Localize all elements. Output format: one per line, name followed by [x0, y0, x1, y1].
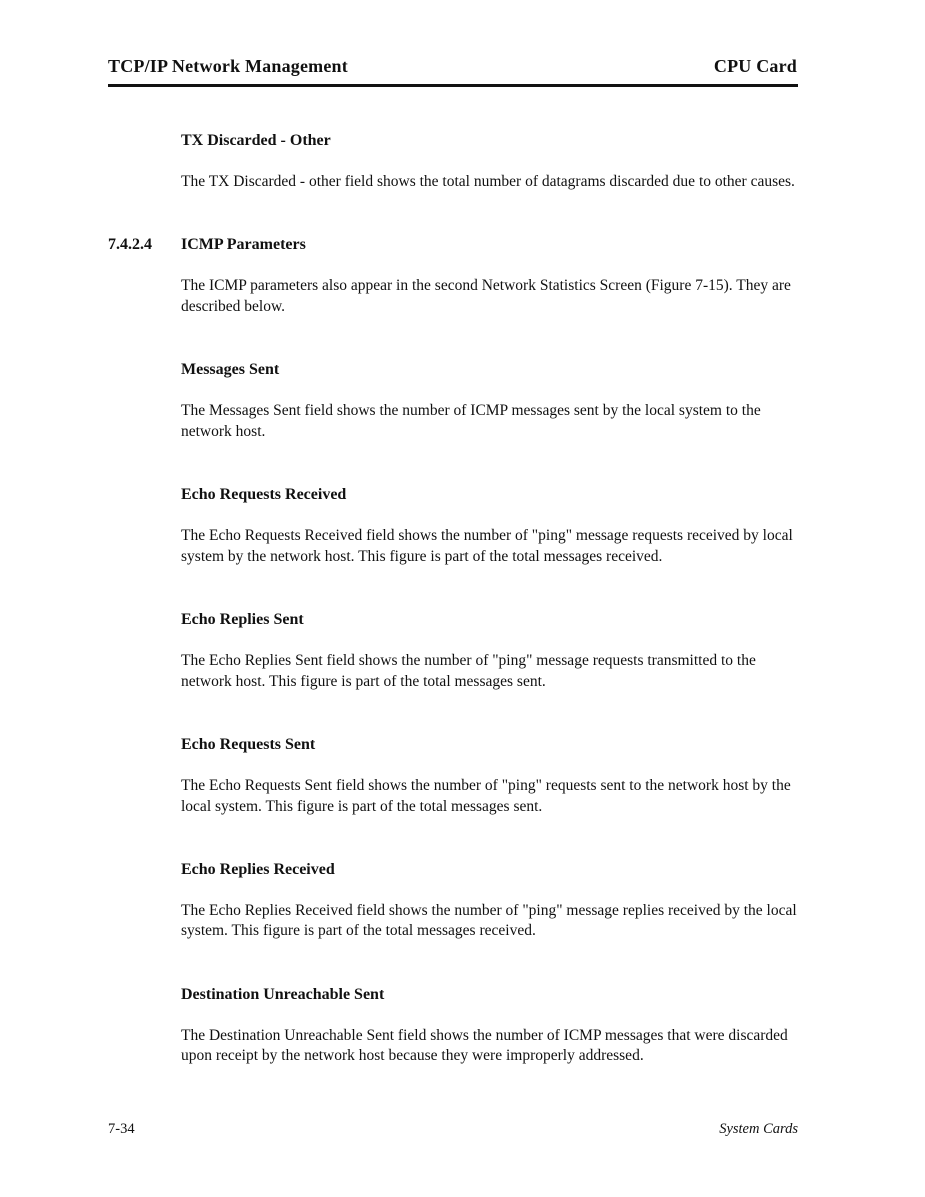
section-heading: TX Discarded - Other: [181, 132, 331, 149]
section-messages-sent: [181, 361, 799, 442]
section-paragraph: The Echo Replies Sent field shows the number of "ping" message requests transmitted to the network host. This figure is part of the total messages sent.: [181, 652, 756, 690]
section-echo-requests-sent: [181, 736, 799, 817]
section-heading: Echo Replies Sent: [181, 611, 304, 629]
header-title-right: CPU Card: [713, 56, 797, 76]
section-paragraph: The Messages Sent field shows the number of ICMP messages sent by the local system to the network host.: [181, 402, 761, 440]
section-icmp-parameters: [108, 236, 799, 317]
section-heading: Echo Replies Received: [181, 860, 335, 878]
section-echo-replies-received: [181, 861, 799, 942]
section-heading: [108, 236, 799, 254]
section-paragraph: The TX Discarded - other field shows the total number of datagrams discarded due to other causes.: [181, 173, 795, 190]
section-destination-unreachable-sent: [181, 986, 799, 1067]
page-number: 7-34: [108, 1121, 135, 1137]
page-footer: [108, 1121, 798, 1138]
page-header: [108, 56, 797, 77]
footer-document-title: System Cards: [719, 1121, 798, 1137]
section-heading: Echo Requests Sent: [181, 736, 316, 754]
section-paragraph: The Destination Unreachable Sent field shows the number of ICMP messages that were discarded upon receipt by the network host because they were improperly addressed.: [181, 1026, 788, 1065]
section-echo-replies-sent: [181, 611, 799, 692]
section-tx-discarded-other: [181, 132, 799, 192]
section-paragraph: The ICMP parameters also appear in the second Network Statistics Screen (Figure 7-15). They are described below.: [181, 277, 791, 315]
section-heading: Echo Requests Received: [181, 486, 347, 504]
page-body: [108, 100, 799, 1067]
section-heading-text: ICMP Parameters: [181, 236, 306, 254]
section-heading: Messages Sent: [181, 361, 280, 379]
section-paragraph: The Echo Requests Sent field shows the number of "ping" requests sent to the network host by the local system. This figure is part of the total messages sent.: [181, 777, 791, 815]
section-heading: Destination Unreachable Sent: [181, 985, 385, 1003]
section-paragraph: The Echo Requests Received field shows the number of "ping" message requests received by local system by the network host. This figure is part of the total messages received.: [181, 527, 793, 565]
header-rule: [108, 84, 798, 87]
section-number: 7.4.2.4: [108, 236, 152, 254]
section-paragraph: The Echo Replies Received field shows the number of "ping" message replies received by the local system. This figure is part of the total messages received.: [181, 901, 797, 940]
section-echo-requests-received: [181, 486, 799, 567]
header-title-left: TCP/IP Network Management: [108, 56, 348, 76]
